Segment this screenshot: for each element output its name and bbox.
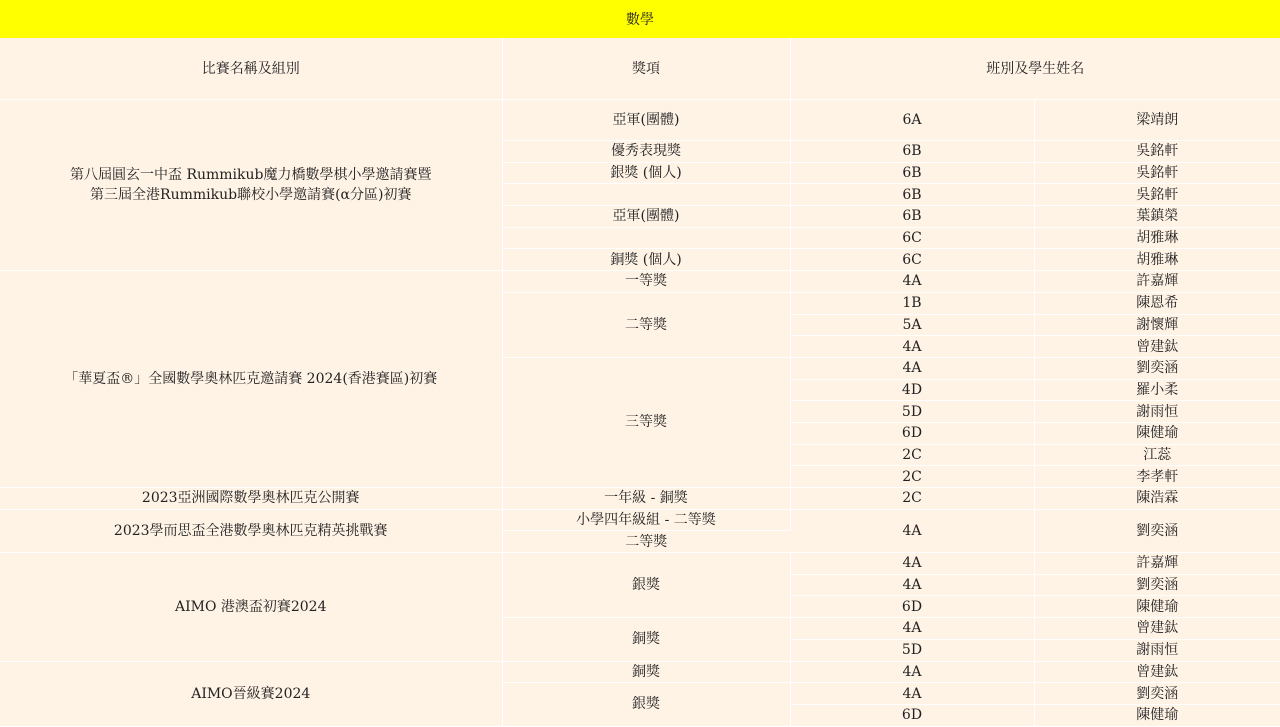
class-cell: 5D [790, 639, 1034, 661]
class-cell: 4A [790, 553, 1034, 575]
competition-name: 「華夏盃®」全國數學奧林匹克邀請賽 2024(香港賽區)初賽 [0, 271, 502, 488]
award-cell: 銀獎 [502, 683, 790, 726]
student-name-cell: 吳銘軒 [1034, 162, 1280, 184]
award-cell: 三等獎 [502, 357, 790, 487]
class-cell: 6D [790, 596, 1034, 618]
student-name-cell: 許嘉輝 [1034, 271, 1280, 293]
student-name-cell: 李孝軒 [1034, 466, 1280, 488]
award-cell: 銅獎 [502, 661, 790, 683]
student-name-cell: 曾建鈦 [1034, 661, 1280, 683]
student-name-cell: 陳恩希 [1034, 292, 1280, 314]
award-cell: 優秀表現獎 [502, 141, 790, 163]
table-row [0, 509, 1280, 531]
student-name-cell: 葉鎮榮 [1034, 206, 1280, 228]
award-cell: 銅獎 (個人) [502, 249, 790, 271]
student-name-cell: 陳健瑜 [1034, 704, 1280, 726]
student-name-cell: 劉奕涵 [1034, 574, 1280, 596]
class-cell: 5A [790, 314, 1034, 336]
award-cell: 銀獎 (個人) [502, 162, 790, 184]
class-cell: 6C [790, 227, 1034, 249]
student-name-cell: 吳銘軒 [1034, 141, 1280, 163]
award-cell: 銅獎 [502, 618, 790, 661]
student-name-cell: 羅小柔 [1034, 379, 1280, 401]
class-cell: 6B [790, 162, 1034, 184]
header-student: 班別及學生姓名 [790, 38, 1280, 100]
table-row [0, 553, 1280, 575]
student-name-cell: 吳銘軒 [1034, 184, 1280, 206]
award-cell: 二等獎 [502, 531, 790, 553]
class-cell: 2C [790, 466, 1034, 488]
class-cell: 2C [790, 488, 1034, 510]
class-cell: 6D [790, 422, 1034, 444]
table-header-row [0, 38, 1280, 100]
student-name-cell: 謝雨恒 [1034, 401, 1280, 423]
class-cell: 1B [790, 292, 1034, 314]
class-cell: 6B [790, 141, 1034, 163]
student-name-cell: 胡雅琳 [1034, 227, 1280, 249]
class-cell: 6A [790, 100, 1034, 141]
class-cell: 4A [790, 357, 1034, 379]
class-cell: 4A [790, 683, 1034, 705]
student-name-cell: 謝雨恒 [1034, 639, 1280, 661]
award-cell [502, 184, 790, 206]
class-cell: 4A [790, 336, 1034, 358]
competition-name: AIMO 港澳盃初賽2024 [0, 553, 502, 661]
award-cell: 亞軍(團體) [502, 100, 790, 141]
header-award: 獎項 [502, 38, 790, 100]
table-row [0, 271, 1280, 293]
class-cell: 6B [790, 184, 1034, 206]
student-name-cell: 劉奕涵 [1034, 509, 1280, 552]
class-cell: 5D [790, 401, 1034, 423]
class-cell: 4A [790, 509, 1034, 552]
student-name-cell: 梁靖朗 [1034, 100, 1280, 141]
class-cell: 4D [790, 379, 1034, 401]
class-cell: 4A [790, 271, 1034, 293]
student-name-cell: 陳健瑜 [1034, 422, 1280, 444]
class-cell: 4A [790, 574, 1034, 596]
award-cell: 小學四年級組 - 二等獎 [502, 509, 790, 531]
section-title-banner [0, 0, 1280, 38]
competition-name: 2023亞洲國際數學奧林匹克公開賽 [0, 488, 502, 510]
header-competition: 比賽名稱及組別 [0, 38, 502, 100]
competition-name: AIMO晉級賽2024 [0, 661, 502, 726]
class-cell: 2C [790, 444, 1034, 466]
competition-name: 第八屆圓玄一中盃 Rummikub魔力橋數學棋小學邀請賽暨 第三屆全港Rummikub聯校小學邀請賽(α分區)初賽 [0, 100, 502, 271]
award-cell [502, 227, 790, 249]
student-name-cell: 劉奕涵 [1034, 357, 1280, 379]
table-row [0, 488, 1280, 510]
class-cell: 6B [790, 206, 1034, 228]
award-cell: 一年級 - 銅獎 [502, 488, 790, 510]
award-cell: 銀獎 [502, 553, 790, 618]
student-name-cell: 江蕊 [1034, 444, 1280, 466]
class-cell: 4A [790, 661, 1034, 683]
student-name-cell: 曾建鈦 [1034, 336, 1280, 358]
student-name-cell: 陳健瑜 [1034, 596, 1280, 618]
student-name-cell: 胡雅琳 [1034, 249, 1280, 271]
class-cell: 4A [790, 618, 1034, 640]
competition-name: 2023學而思盃全港數學奧林匹克精英挑戰賽 [0, 509, 502, 552]
table-row [0, 100, 1280, 141]
class-cell: 6C [790, 249, 1034, 271]
awards-table [0, 38, 1280, 727]
section-title: 數學 [626, 12, 654, 28]
student-name-cell: 劉奕涵 [1034, 683, 1280, 705]
award-cell: 亞軍(團體) [502, 206, 790, 228]
student-name-cell: 曾建鈦 [1034, 618, 1280, 640]
class-cell: 6D [790, 704, 1034, 726]
award-cell: 一等獎 [502, 271, 790, 293]
student-name-cell: 謝懷輝 [1034, 314, 1280, 336]
student-name-cell: 許嘉輝 [1034, 553, 1280, 575]
award-cell: 二等獎 [502, 292, 790, 357]
student-name-cell: 陳浩霖 [1034, 488, 1280, 510]
table-row [0, 661, 1280, 683]
